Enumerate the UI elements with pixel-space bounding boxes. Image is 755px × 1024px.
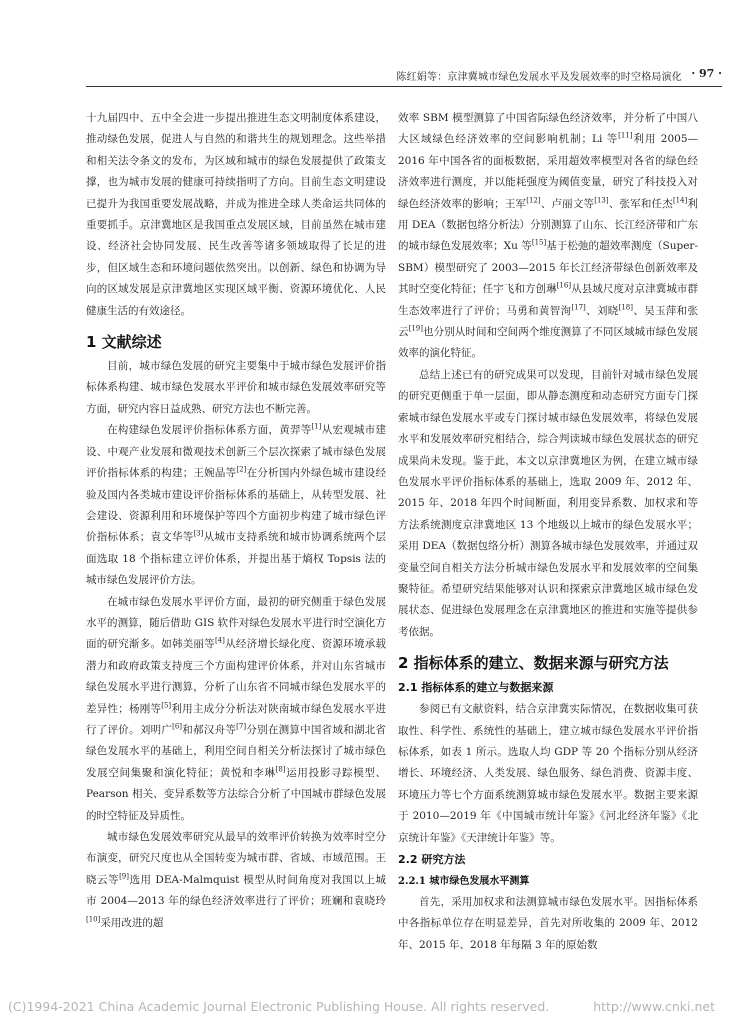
citation-ref[interactable]: [16]: [556, 281, 572, 290]
subsection-heading-2-1: 2.1 指标体系的建立与数据来源: [398, 681, 554, 695]
right-column: [398, 108, 698, 956]
citation-ref[interactable]: [3]: [193, 529, 204, 538]
paragraph-summary: 总结上述已有的研究成果可以发现，目前针对城市绿色发展的研究更侧重于单一层面，即从静态测度和动态研究方面专门探索城市绿色发展水平或专门探讨城市绿色发展效率，将绿色发展水平和发展效率研究相结合，综合判读城市绿色发展状态的研究成果尚未发现。鉴于此，本文以京津冀地区为例，在建立城市绿色发展水平评价指标体系的基础上，选取 2009 年、2012 年、2015 年、2018 年四个时间断面，利用变异系数、加权求和等方法系统测度京津冀地区 13 个地级以上城市的绿色发展水平；采用 DEA（数据包络分析）测算各城市绿色发展效率，并通过双变量空间自相关方法分析城市绿色发展水平和发展效率的空间集聚特征。希望研究结果能够对认识和探索京津冀地区城市绿色发展状态、促进绿色发展理念在京津冀地区的推进和实施等提供参考依据。: [398, 368, 699, 638]
paragraph-indicator-data: 参阅已有文献资料，结合京津冀实际情况，在数据收集可获取性、科学性、系统性的基础上，建立城市绿色发展水平评价指标体系，如表 1 所示。选取人均 GDP 等 20 个指标分别从经济增长、环境经济、人类发展、绿色服务、绿色消费、资源丰度、环境压力等七个方面系统测算城市绿色发展水平。数据主要来源于 2010—2019 年《中国城市统计年鉴》《河北经济年鉴》《北京统计年鉴》《天津统计年鉴》等。: [398, 703, 698, 844]
running-header: [86, 58, 722, 87]
left-column: [86, 108, 386, 934]
running-title: 陈红娟等：京津冀城市绿色发展水平及发展效率的时空格局演化: [396, 72, 682, 83]
citation-ref[interactable]: [11]: [618, 131, 633, 140]
citation-ref[interactable]: [1]: [311, 422, 322, 431]
paragraph-level-evaluation: 在城市绿色发展水平评价方面，最初的研究侧重于绿色发展水平的测算，随后借助 GIS 软件对绿色发展水平进行时空演化方面的研究渐多。如韩美丽等[4]从经济增长绿化度、资源环境承载潜力和政府政策支持度三个方面构建评价体系，并对山东省城市绿色发展水平进行测算，分析了山东省不同城市绿色发展水平的差异性；杨刚等[5]利用主成分分析法对陕南城市绿色发展水平进行了评价。刘明广[6]和郝汉舟等[7]分别在测算中国省域和湖北省绿色发展水平的基础上，利用空间自相关分析法探讨了城市绿色发展空间集聚和演化特征；黄悦和李琳[8]运用投影寻踪模型、Pearson 相关、变异系数等方法综合分析了中国城市群绿色发展的时空特征及异质性。: [86, 595, 387, 822]
paragraph-efficiency-continued: 效率 SBM 模型测算了中国省际绿色经济效率，并分析了中国八大区域绿色经济效率的空间影响机制；Li 等[11]利用 2005—2016 年中国各省的面板数据，采用超效率模型对各省的绿色经济效率进行测度，并以能耗强度为阈值变量，研究了科技投入对绿色经济效率的影响；王军[12]、卢丽文等[13]、张军和任杰[14]利用 DEA（数据包络分析法）分别测算了山东、长江经济带和广东的城市绿色发展效率；Xu 等[15]基于松弛的超效率测度（Super-SBM）模型研究了 2003—2015 年长江经济带绿色创新效率及其时空变化特征；任宇飞和方创琳[16]从县域尺度对京津冀城市群生态效率进行了评价；马勇和黄智洵[17]、刘晓[18]、吴玉萍和张云[19]也分别从时间和空间两个维度测算了不同区域城市绿色发展效率的演化特征。: [398, 112, 699, 360]
citation-ref[interactable]: [13]: [594, 196, 609, 205]
citation-ref[interactable]: [5]: [161, 701, 172, 710]
citation-ref[interactable]: [10]: [86, 915, 101, 924]
paragraph-overview: 目前，城市绿色发展的研究主要集中于城市绿色发展评价指标体系构建、城市绿色发展水平评价和城市绿色发展效率研究等方面，研究内容日益成熟、研究方法也不断完善。: [86, 360, 386, 415]
copyright-text: (C)1994-2021 China Academic Journal Electronic Publishing House. All rights reserved.: [8, 999, 550, 1014]
citation-ref[interactable]: [19]: [408, 324, 423, 333]
citation-ref[interactable]: [9]: [119, 872, 129, 881]
paragraph-intro-continued: 十九届四中、五中全会进一步提出推进生态文明制度体系建设，推动绿色发展，促进人与自然的和谐共生的规划理念。这些举措和相关法令条文的发布，为区域和城市的绿色发展提供了政策支撑，也为城市发展的健康可持续指明了方向。目前生态文明建设已提升为我国重要发展战略，并成为推进全球人类命运共同体的重要抓手。京津冀地区是我国重点发展区域，目前虽然在城市建设、经济社会协同发展、民生改善等诸多领域取得了长足的进步，但区域生态和环境问题依然突出。以创新、绿色和协调为导向的区域发展是京津冀地区实现区域平衡、资源环境优化、人民健康生活的有效途径。: [86, 112, 386, 317]
paragraph-indicator-system: 在构建绿色发展评价指标体系方面，黄羿等[1]从宏观城市建设、中观产业发展和微观技术创新三个层次探索了城市绿色发展评价指标体系的构建；王婉晶等[2]在分析国内外绿色城市建设经验及国内各类城市建设评价指标体系的基础上，从转型发展、社会建设、资源利用和环境保护等四个方面初步构建了城市绿色评价指标体系；袁文华等[3]从城市支持系统和城市协调系统两个层面选取 18 个指标建立评价体系，并提出基于熵权 Topsis 法的城市绿色发展评价方法。: [86, 422, 387, 587]
citation-ref[interactable]: [14]: [672, 196, 688, 205]
citation-ref[interactable]: [6]: [172, 722, 183, 731]
paragraph-efficiency-research: 城市绿色发展效率研究从最早的效率评价转换为效率时空分布演变，研究尺度也从全国转变为城市群、省域、市域范围。王晓云等[9]选用 DEA-Malmquist 模型从时间角度对我国以上城市 2004—2013 年的绿色经济效率进行了评价；班斓和袁晓玲[10]采用改进的超: [86, 831, 386, 929]
section-heading-2: 2 指标体系的建立、数据来源与研究方法: [398, 654, 669, 673]
footer-url[interactable]: http://www.cnki.net: [593, 999, 715, 1014]
section-heading-1: 1 文献综述: [86, 333, 162, 352]
page-number: · 97 ·: [691, 67, 722, 80]
citation-ref[interactable]: [17]: [571, 303, 586, 312]
paragraph-method: 首先，采用加权求和法测算城市绿色发展水平。因指标体系中各指标单位存在明显差异，首先对所收集的 2009 年、2012 年、2015 年、2018 年每隔 3 年的原始数: [398, 896, 698, 951]
citation-ref[interactable]: [15]: [531, 238, 547, 247]
citation-ref[interactable]: [12]: [526, 196, 541, 205]
citation-ref[interactable]: [7]: [236, 722, 247, 731]
citation-ref[interactable]: [8]: [275, 765, 286, 774]
citation-ref[interactable]: [4]: [214, 636, 225, 645]
subsection-heading-2-2: 2.2 研究方法: [398, 853, 466, 866]
subsubsection-heading-2-2-1: 2.2.1 城市绿色发展水平测算: [398, 876, 530, 887]
citation-ref[interactable]: [2]: [236, 465, 247, 474]
citation-ref[interactable]: [18]: [618, 303, 633, 312]
